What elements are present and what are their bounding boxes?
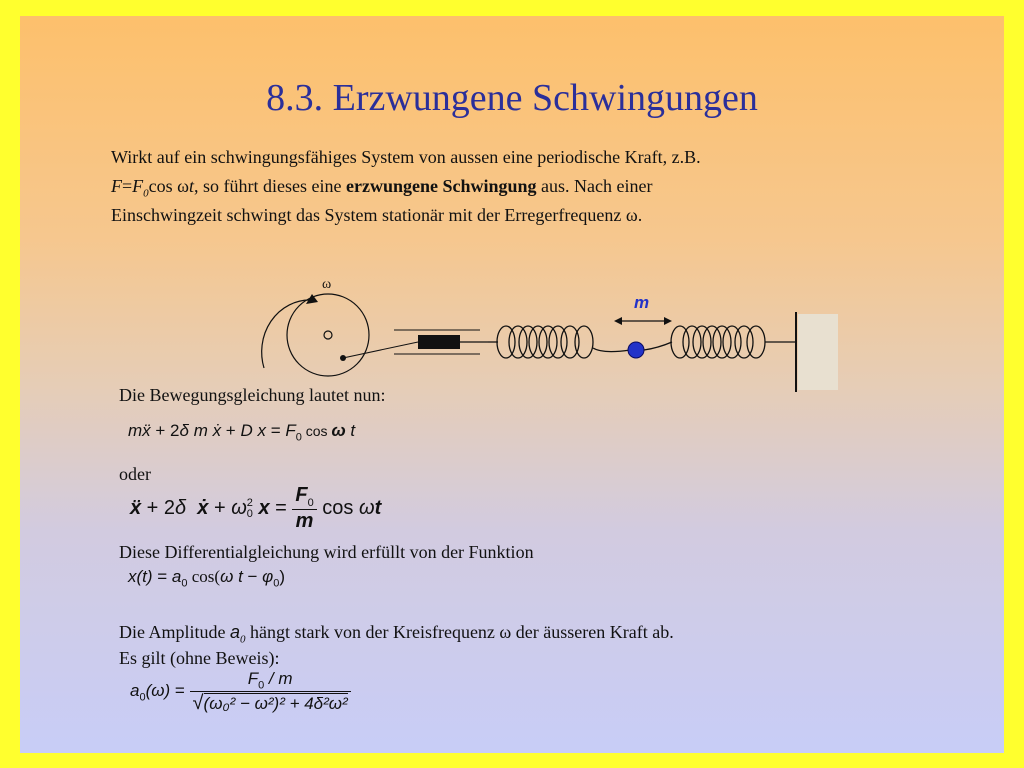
wall-block bbox=[798, 314, 838, 390]
spring-left bbox=[488, 326, 630, 358]
amplitude-line-1: Die Amplitude $a_0$ hängt stark von der Kreisfrequenz ω der äusseren Kraft ab. bbox=[119, 622, 674, 646]
amplitude-line-2: Es gilt (ohne Beweis): bbox=[119, 648, 280, 668]
crank-rod bbox=[343, 342, 418, 358]
intro-text-1: , so führt dieses eine bbox=[194, 176, 346, 196]
dgl-text: Diese Differentialgleichung wird erfüllt von der Funktion bbox=[119, 542, 534, 562]
symbol-omega: ω bbox=[177, 176, 190, 196]
oder-label: oder bbox=[119, 464, 151, 484]
wheel-axle bbox=[324, 331, 332, 339]
drive-wheel bbox=[287, 294, 369, 376]
amplitude-fraction: $\frac{F_0 / m}{\text{√(ω₀² − ω²)² + 4δ²ω²}}$ bbox=[190, 669, 351, 715]
symbol-F0-sub: 0 bbox=[143, 187, 149, 200]
spring-right bbox=[644, 326, 796, 358]
mass bbox=[628, 342, 644, 358]
symbol-eq: = bbox=[122, 176, 133, 196]
fraction-F0-m: $\frac{F_0}{m}$ bbox=[292, 484, 316, 533]
symbol-F0: F bbox=[132, 176, 144, 196]
slide bbox=[20, 16, 1004, 753]
motion-arrow-left bbox=[614, 317, 622, 325]
equation-1: mẍ + 2δ m ẋ + D $x = F_0$ cos ω t bbox=[128, 421, 356, 444]
rotation-arc bbox=[262, 300, 310, 368]
oscillator-diagram bbox=[248, 278, 838, 396]
intro-line-2 bbox=[111, 176, 652, 200]
piston-block bbox=[418, 335, 460, 349]
equation-intro: Die Bewegungsgleichung lautet nun: bbox=[119, 385, 386, 405]
intro-text-2: aus. Nach einer bbox=[536, 176, 653, 196]
intro-bold-term: erzwungene Schwingung bbox=[346, 176, 537, 196]
symbol-t: t bbox=[189, 176, 195, 196]
motion-arrow-right bbox=[664, 317, 672, 325]
symbol-F: F bbox=[111, 176, 122, 196]
solution-formula: $x(t) = a_0$ cos(ω $t - \varphi_0$) bbox=[128, 567, 286, 590]
symbol-cos: cos bbox=[148, 176, 178, 196]
equation-2: ẍ + 2δ ẋ + ω 2 0 x = $\frac{F_0}{m}$ cos ωt bbox=[130, 484, 382, 532]
omega-label: ω bbox=[322, 278, 332, 292]
amplitude-formula: $a_0(\omega)$ = $\frac{F_0 / m}{\text{√(ω₀² − ω²)² + 4δ²ω²}}$ bbox=[130, 669, 351, 715]
mass-label: m bbox=[634, 293, 650, 312]
intro-line-3: Einschwingzeit schwingt das System stationär mit der Erregerfrequenz ω. bbox=[111, 205, 643, 225]
intro-line-1: Wirkt auf ein schwingungsfähiges System von aussen eine periodische Kraft, z.B. bbox=[111, 147, 701, 167]
slide-title: 8.3. Erzwungene Schwingungen bbox=[266, 77, 758, 119]
